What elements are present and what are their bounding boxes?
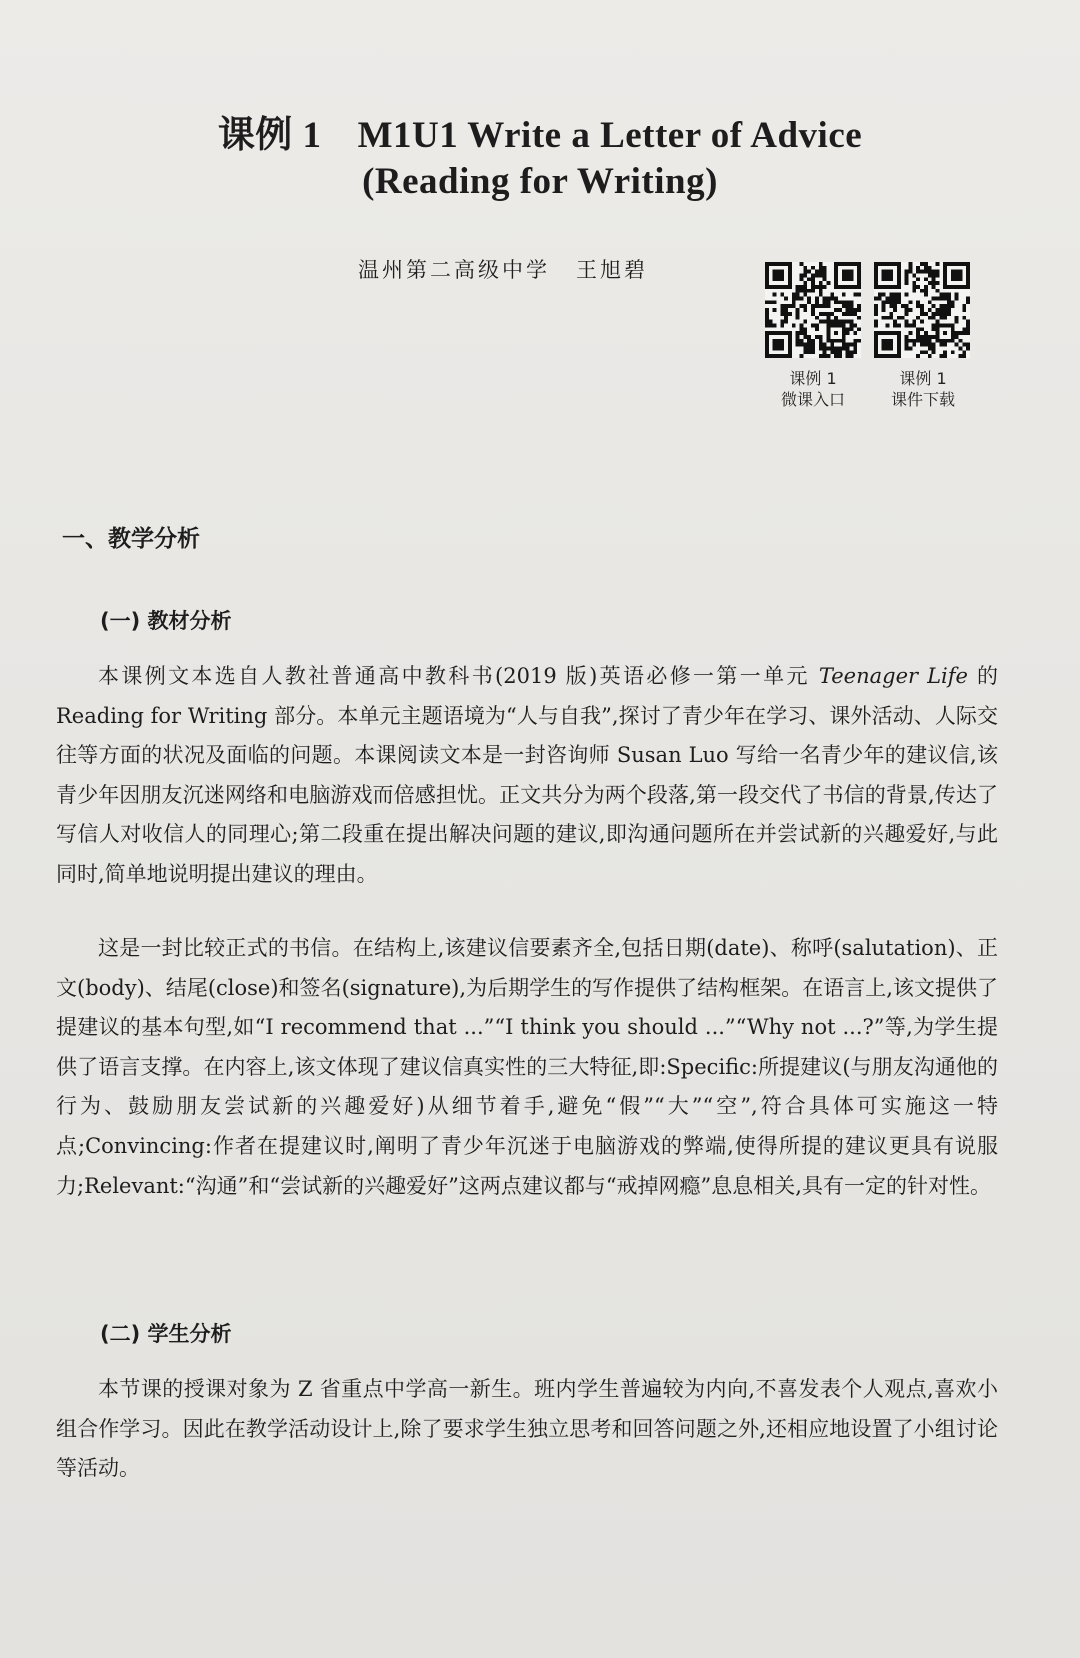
qr-caption-line: 课件下载 [890,390,955,409]
paragraph-material-1 [56,657,998,895]
qr-caption-line: 课例 1 [789,369,837,388]
page-subtitle: (Reading for Writing) [362,161,718,202]
section-heading-teaching-analysis: 一、教学分析 [62,526,200,552]
lesson-label: 课例 1 [217,115,322,156]
author-school: 温州第二高级中学 [358,258,550,282]
qr-code-micro-lesson[interactable] [763,262,863,358]
paragraph-text: 的 Reading for Writing 部分。本单元主题语境为“人与自我”,探讨了青少年在学习、课外活动、人际交往等方面的状况及面临的问题。本课阅读文本是一封咨询师 Susan Luo 写给一名青少年的建议信,该青少年因朋友沉迷网络和电脑游戏而倍感担忧。正文共分为两个段落,第一段交代了书信的背景,传达了写信人对收信人的同理心;第二段重在提出解决问题的建议,即沟通问题所在并尝试新的兴趣爱好,与此同时,简单地说明提出建议的理由。 [56,664,998,886]
paragraph-material-2: 这是一封比较正式的书信。在结构上,该建议信要素齐全,包括日期(date)、称呼(salutation)、正文(body)、结尾(close)和签名(signature),为后期学生的写作提供了结构框架。在语言上,该文提供了提建议的基本句型,如“I recommend that ...”“I think you should ...”“Why not ...?”等,为学生提供了语言支撑。在内容上,该文体现了建议信真实性的三大特征,即:Specific:所提建议(与朋友沟通他的行为、鼓励朋友尝试新的兴趣爱好)从细节着手,避免“假”“大”“空”,符合具体可实施这一特点;Convincing:作者在提建议时,阐明了青少年沉迷于电脑游戏的弊端,使得所提的建议更具有说服力;Relevant:“沟通”和“尝试新的兴趣爱好”这两点建议都与“戒掉网瘾”息息相关,具有一定的针对性。 [56,936,998,1198]
qr-code-icon [763,262,863,358]
title-main: M1U1 Write a Letter of Advice [357,115,863,156]
qr-code-icon [872,262,972,358]
author-name: 王旭碧 [576,258,648,282]
page-title [0,104,1080,158]
paragraph-student-1: 本节课的授课对象为 Z 省重点中学高一新生。班内学生普遍较为内向,不喜发表个人观点,喜欢小组合作学习。因此在教学活动设计上,除了要求学生独立思考和回答问题之外,还相应地设置了小组讨论等活动。 [56,1377,998,1481]
qr-caption-micro-lesson [758,368,868,410]
subsection-heading-student-analysis: (二) 学生分析 [100,1322,232,1346]
qr-caption-line: 课例 1 [899,369,947,388]
qr-code-courseware[interactable] [872,262,972,358]
qr-caption-courseware [868,368,978,410]
qr-caption-line: 微课入口 [780,390,845,409]
paragraph-text: 本课例文本选自人教社普通高中教科书(2019 版)英语必修一第一单元 [98,664,819,688]
author-line [358,254,648,284]
subsection-heading-material-analysis: (一) 教材分析 [100,609,232,633]
book-title-italic: Teenager Life [818,664,968,688]
